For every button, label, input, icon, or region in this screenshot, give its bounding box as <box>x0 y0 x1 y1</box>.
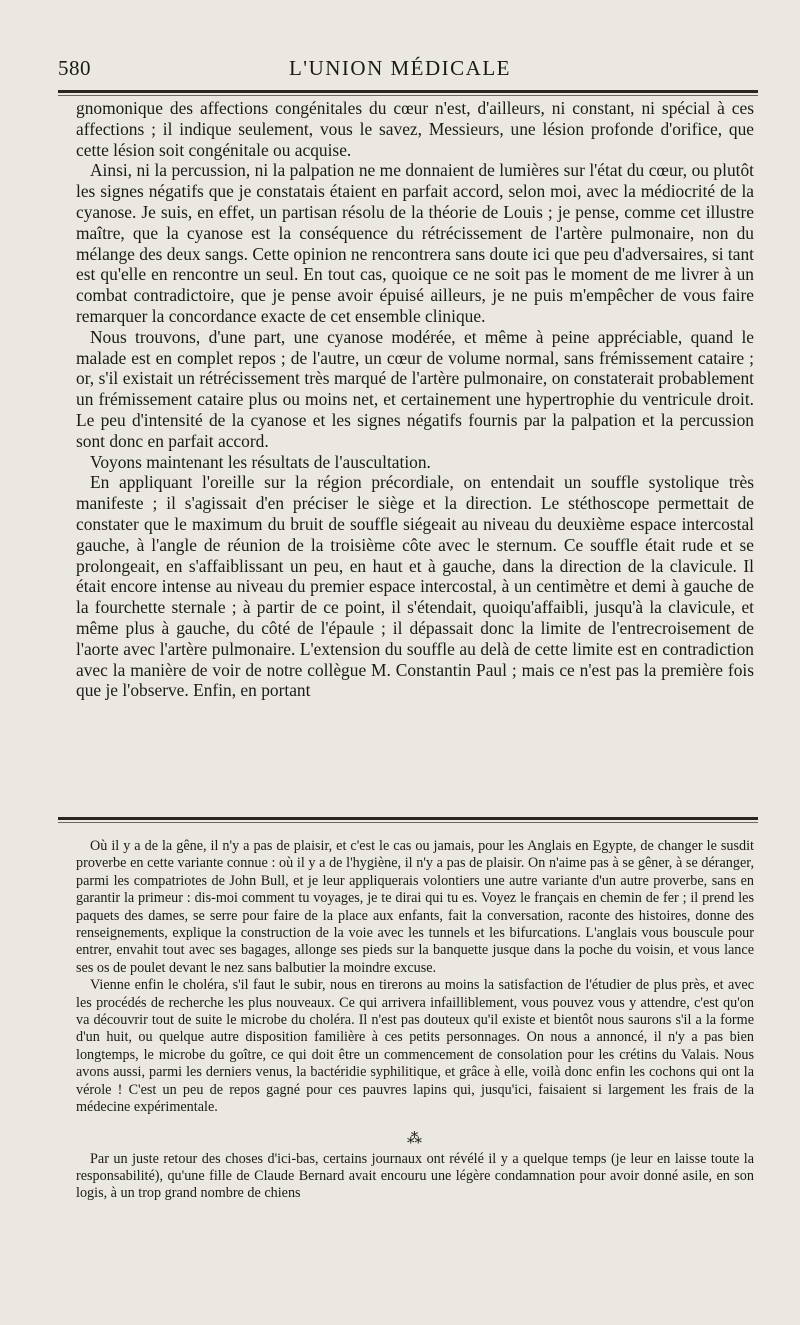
page-header <box>0 52 800 86</box>
article-paragraph-4: Voyons maintenant les résultats de l'auscultation. <box>90 451 431 472</box>
running-title: L'UNION MÉDICALE <box>288 56 511 80</box>
article-paragraph-5: En appliquant l'oreille sur la région précordiale, on entendait un souffle systolique très manifeste ; il s'agissait d'en préciser le siège et la direction. Le stéthoscope permettait de constater que le maximum du bruit de souffle siégeait au niveau du deuxième espace intercostal gauche, à l'angle de réunion de la troisième côte avec le sternum. Ce souffle était rude et se prolongeait, en s'affaiblissant un peu, en haut et à gauche, dans la direction de la clavicule. Il était encore intense au niveau du premier espace intercostal, à un centimètre et demi à gauche de la fourchette sternale ; à partir de ce point, il s'étendait, quoiqu'affaibli, jusqu'à la clavicule, et même plus à gauche, du côté de l'épaule ; il dépassait donc la limite de l'entrecroisement de l'aorte avec l'artère pulmonaire. L'extension du souffle au delà de cette limite est en contradiction avec la manière de voir de notre collègue M. Constantin Paul ; mais ce n'est pas la première fois que je l'observe. Enfin, en portant <box>76 472 754 701</box>
page-number: 580 <box>58 56 91 80</box>
feuilleton-section <box>76 838 754 1203</box>
article-paragraph-2: Ainsi, ni la percussion, ni la palpation ne me donnaient de lumières sur l'état du cœur, ou plutôt les signes négatifs que je constatais étaient en parfait accord, selon moi, avec la médiocrité de la cyanose. Je suis, en effet, un partisan résolu de la théorie de Louis ; je pense, comme cet illustre maître, que la cyanose est la conséquence du rétrécissement de l'artère pulmonaire, non du mélange des deux sangs. Cette opinion ne rencontrera sans doute ici que peu d'adversaires, si tant est qu'elle en rencontre un seul. En tout cas, quoique ce ne soit pas le moment de me livrer à un combat contradictoire, que je pense avoir épuisé ailleurs, je ne puis m'empêcher de vous faire remarquer la concordance exacte de cet ensemble clinique. <box>76 160 754 326</box>
main-article <box>76 98 754 701</box>
header-rule-thin <box>58 95 758 96</box>
article-paragraph-3: Nous trouvons, d'une part, une cyanose modérée, et même à peine appréciable, quand le malade est en complet repos ; de l'autre, un cœur de volume normal, sans frémissement cataire ; or, s'il existait un rétrécissement très marqué de l'artère pulmonaire, on constaterait probablement un frémissement cataire plus ou moins net, et certainement une hypertrophie du ventricule droit. Le peu d'intensité de la cyanose et les signes négatifs fournis par la palpation et la percussion sont donc en parfait accord. <box>76 326 754 451</box>
feuilleton-rule <box>58 817 758 820</box>
feuilleton-paragraph-1: Où il y a de la gêne, il n'y a pas de plaisir, et c'est le cas ou jamais, pour les Anglais en Egypte, de changer le susdit proverbe en cette variante connue : où il y a de l'hygiène, il n'y a pas de plaisir. On n'aime pas à se gêner, à se déranger, parmi les compatriotes de John Bull, et je leur appliquerais volontiers une autre variante d'un autre proverbe, sans en garantir la primeur : dis-moi comment tu voyages, je te dirai qui tu es. Voyez le français en chemin de fer ; il prend les paquets des dames, se serre pour faire de la place aux enfants, fait la conversation, raconte des histoires, donne des renseignements, explique la construction de la voie avec les tunnels et les bifurcations. L'anglais vous bouscule pour entrer, envahit tout avec ses bagages, allonge ses pieds sur la banquette jusque dans la poche du voisin, et vous lance ses os de poulet devant le nez sans balbutier la moindre excuse. <box>76 838 754 976</box>
feuilleton-rule-thin <box>58 822 758 823</box>
article-paragraph-1: gnomonique des affections congénitales du cœur n'est, d'ailleurs, ni constant, ni spécial à ces affections ; il indique seulement, vous le savez, Messieurs, une lésion profonde d'orifice, que cette lésion soit congénitale ou acquise. <box>76 98 754 160</box>
header-rule <box>58 90 758 93</box>
feuilleton-paragraph-2: Vienne enfin le choléra, s'il faut le subir, nous en tirerons au moins la satisfaction de l'étudier de plus près, et avec les procédés de recherche les plus nouveaux. Ce qui arrivera infailliblement, vous pouvez vous y attendre, c'est qu'on va découvrir tout de suite le microbe du choléra. Il n'est pas douteux qu'il existe et bientôt nous saurons s'il a la forme d'un huit, ou quelque autre disposition familière à ces petits personnages. On nous a annoncé, il n'y a pas bien longtemps, le microbe du goître, ce qui doit être un commencement de consolation pour les crétins du Valais. Nous avons aussi, parmi les derniers venus, la bactéridie syphilitique, et grâce à elle, voilà donc enfin les cochons qui ont la vérole ! C'est un peu de repos gagné pour ces pauvres lapins qui, jusqu'ici, faisaient si largement les frais de la médecine expérimentale. <box>76 977 754 1116</box>
asterism-separator: ⁂ <box>407 1130 423 1147</box>
feuilleton-paragraph-3: Par un juste retour des choses d'ici-bas, certains journaux ont révélé il y a quelque temps (je leur en laisse toute la responsabilité), qu'une fille de Claude Bernard avait encouru une légère condamnation pour avoir donné asile, en son logis, à un trop grand nombre de chiens <box>76 1150 754 1202</box>
